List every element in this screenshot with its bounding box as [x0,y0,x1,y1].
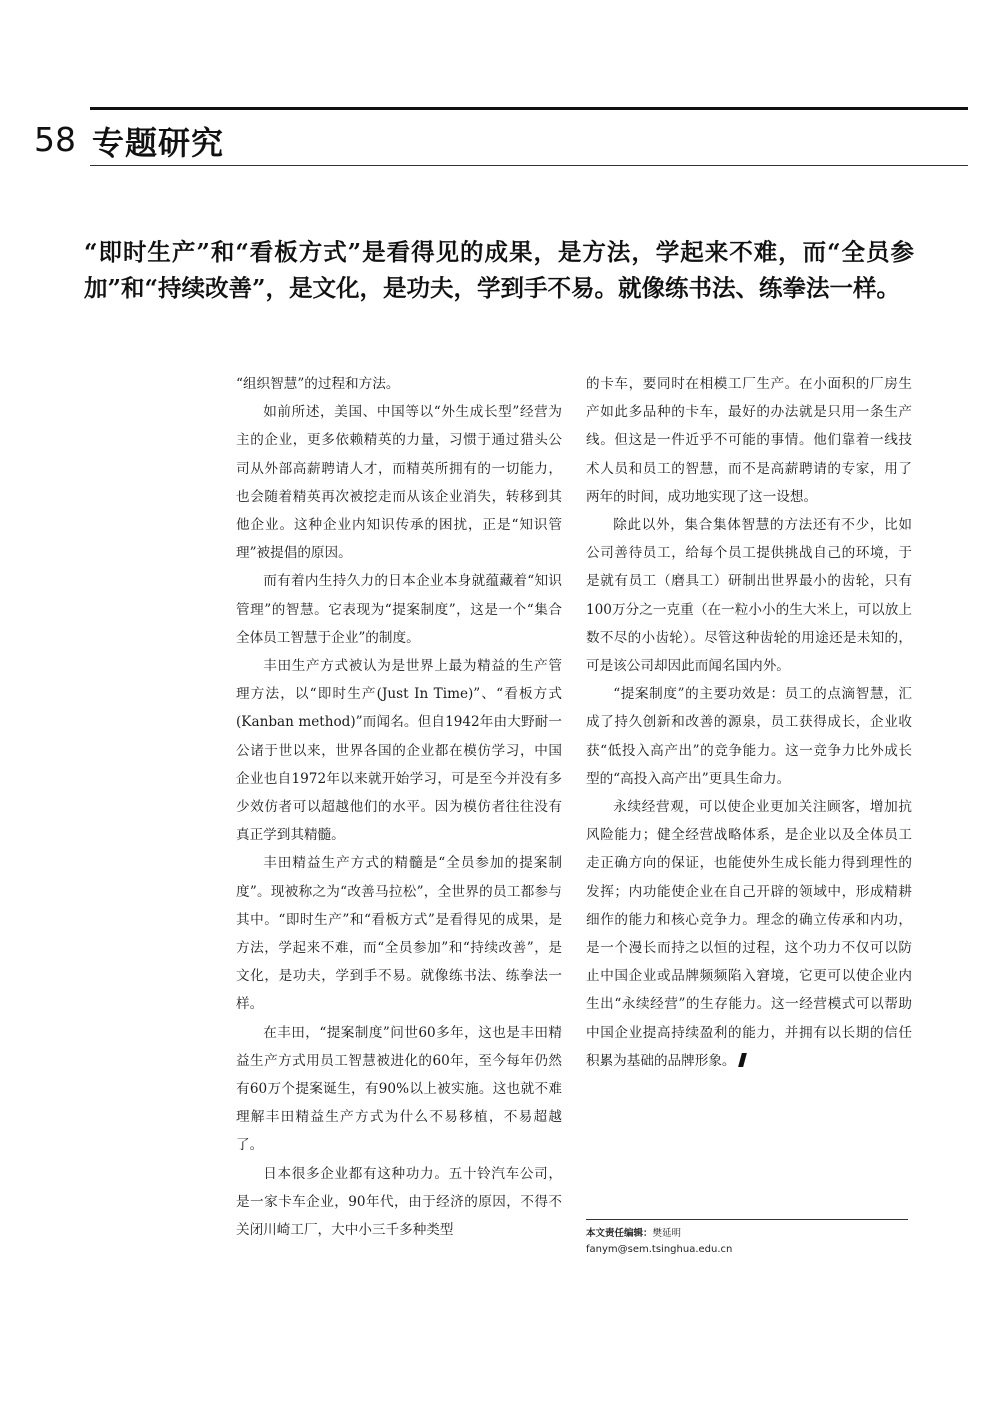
editor-label: 本文责任编辑： [586,1228,653,1239]
end-mark-icon [738,1053,747,1067]
editor-email: fanym@sem.tsinghua.edu.cn [586,1244,733,1255]
paragraph: 丰田生产方式被认为是世界上最为精益的生产管理方法，以“即时生产(Just In Time)”、“看板方式(Kanban method)”而闻名。但自1942年由大野耐一公诸于世以来，世界各国的企业都在模仿学习，中国企业也自1972年以来就开始学习，可是至今并没有多少效仿者可以超越他们的水平。因为模仿者往往没有真正学到其精髓。 [236,658,562,844]
right-column [586,370,912,1075]
paragraph: 丰田精益生产方式的精髓是“全员参加的提案制度”。现被称之为“改善马拉松”，全世界的员工都参与其中。“即时生产”和“看板方式”是看得见的成果，是方法，学起来不难，而“全员参加”和“持续改善”，是文化，是功夫，学到手不易。就像练书法、练拳法一样。 [236,855,562,1013]
paragraph: 除此以外，集合集体智慧的方法还有不少，比如公司善待员工，给每个员工提供挑战自己的环境，于是就有员工（磨具工）研制出世界最小的齿轮，只有100万分之一克重（在一粒小小的生大米上，可以放上数不尽的小齿轮）。尽管这种齿轮的用途还是未知的，可是该公司却因此而闻名国内外。 [586,517,912,675]
left-column [236,370,562,1244]
section-title: 专题研究 [92,124,225,162]
paragraph: 如前所述，美国、中国等以“外生成长型”经营为主的企业，更多依赖精英的力量，习惯于通过猎头公司从外部高薪聘请人才，而精英所拥有的一切能力，也会随着精英再次被挖走而从该企业消失，转移到其他企业。这种企业内知识传承的困扰，正是“知识管理”被提倡的原因。 [236,404,562,562]
final-paragraph [586,793,912,1075]
paragraph: 的卡车，要同时在相模工厂生产。在小面积的厂房生产如此多品种的卡车，最好的办法就是只用一条生产线。但这是一件近乎不可能的事情。他们靠着一线技术人员和员工的智慧，而不是高薪聘请的专家，用了两年的时间，成功地实现了这一设想。 [586,376,912,505]
top-rule [90,107,968,110]
editor-line [586,1226,908,1242]
paragraph-text: 永续经营观，可以使企业更加关注顾客，增加抗风险能力；健全经营战略体系，是企业以及全体员工走正确方向的保证，也能使外生成长能力得到理性的发挥；内功能使企业在自己开辟的领域中，形成精耕细作的能力和核心竞争力。理念的确立传承和内功，是一个漫长而持之以恒的过程，这个功力不仅可以防止中国企业或品牌频频陷入窘境，它更可以使企业内生出“永续经营”的生存能力。这一经营模式可以帮助中国企业提高持续盈利的能力，并拥有以长期的信任积累为基础的品牌形象。 [586,799,912,1069]
page-number: 58 [34,120,76,159]
pull-quote: “即时生产”和“看板方式”是看得见的成果，是方法，学起来不难，而“全员参加”和“持续改善”，是文化，是功夫，学到手不易。就像练书法、练拳法一样。 [84,238,914,302]
editor-credits [586,1219,908,1257]
paragraph: “组织智慧”的过程和方法。 [236,376,400,392]
paragraph: 而有着内生持久力的日本企业本身就蕴藏着“知识管理”的智慧。它表现为“提案制度”，这是一个“集合全体员工智慧于企业”的制度。 [236,573,562,646]
paragraph: 在丰田，“提案制度”问世60多年，这也是丰田精益生产方式用员工智慧被进化的60年，至今每年仍然有60万个提案诞生，有90%以上被实施。这也就不难理解丰田精益生产方式为什么不易移植，不易超越了。 [236,1024,562,1154]
header-rule [90,165,968,166]
paragraph: “提案制度”的主要功效是：员工的点滴智慧，汇成了持久创新和改善的源泉，员工获得成长，企业收获“低投入高产出”的竞争能力。这一竞争力比外成长型的“高投入高产出”更具生命力。 [586,686,912,787]
editor-name: 樊延明 [652,1228,682,1239]
page-header [34,112,968,168]
paragraph: 日本很多企业都有这种功力。五十铃汽车公司，是一家卡车企业，90年代，由于经济的原因，不得不关闭川崎工厂，大中小三千多种类型 [236,1165,562,1239]
